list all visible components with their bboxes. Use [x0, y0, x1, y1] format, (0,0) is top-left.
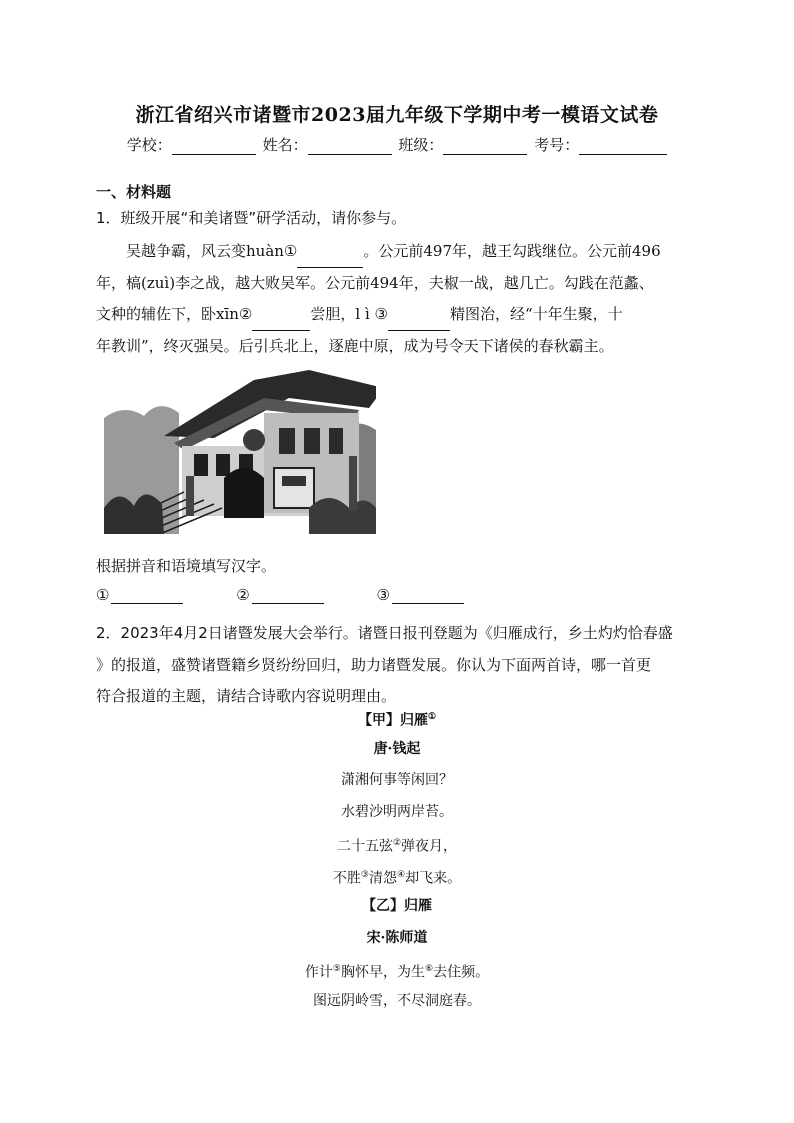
footnote-mark: ⑤ — [332, 964, 341, 974]
school-label: 学校： — [126, 136, 172, 154]
poem-a-line-4 — [0, 860, 794, 892]
poem-text: 二十五弦 — [336, 838, 393, 855]
poem-text: 却飞来。 — [405, 870, 462, 887]
poem-a — [0, 702, 794, 891]
poem-text: 不胜 — [332, 870, 361, 887]
answer-number: ② — [236, 586, 250, 604]
poem-title-text: 【甲】归雁 — [357, 712, 428, 729]
class-blank — [443, 138, 527, 155]
poem-text: 胸怀早，为生 — [341, 964, 425, 981]
footnote-mark: ③ — [360, 869, 369, 880]
fill-blank-1 — [297, 249, 363, 268]
answer-blank[interactable] — [111, 587, 183, 604]
poem-a-line-2: 水碧沙明两岸苔。 — [341, 803, 453, 820]
school-blank — [172, 138, 256, 155]
answer-slot-1 — [96, 586, 183, 604]
passage-line-2: 年，槁(zuì)李之战，越大败吴军。公元前494年，夫椒一战，越几亡。勾践在范蠡、 — [96, 273, 654, 292]
poem-text: 作计 — [304, 964, 333, 981]
passage-text: 精图治，经“十年生聚，十 — [449, 305, 623, 323]
passage-text: 。公元前497年，越王勾践继位。公元前496 — [363, 242, 661, 260]
question-1-passage — [96, 236, 700, 362]
answer-blanks — [96, 586, 512, 604]
footnote-mark: ④ — [397, 869, 406, 880]
answer-slot-2 — [236, 586, 323, 604]
question-2-line: 符合报道的主题，请结合诗歌内容说明理由。 — [96, 687, 397, 705]
fill-blank-2 — [252, 312, 310, 331]
class-label: 班级： — [398, 136, 444, 154]
answer-number: ① — [96, 586, 110, 604]
poem-b-line-2: 图远阴岭雪，不尽洞庭春。 — [313, 992, 481, 1009]
poem-b-line-1 — [0, 954, 794, 986]
question-2-line: 2．2023年4月2日诸暨发展大会举行。诸暨日报刊登题为《归雁成行，乡土灼灼恰春盛 — [96, 624, 673, 642]
name-blank — [308, 138, 392, 155]
question-2-line: 》的报道，盛赞诸暨籍乡贤纷纷回归，助力诸暨发展。你认为下面两首诗，哪一首更 — [96, 655, 652, 674]
poem-a-line-1: 潇湘何事等闲回？ — [341, 772, 453, 788]
question-1-prompt: 1．班级开展“和美诸暨”研学活动，请你参与。 — [96, 209, 407, 227]
poem-a-title — [0, 702, 794, 734]
exam-title: 浙江省绍兴市诸暨市2023届九年级下学期中考一模语文试卷 — [135, 104, 659, 126]
poem-b-author: 宋·陈师道 — [366, 929, 428, 946]
poem-text: 弹夜月， — [401, 838, 458, 855]
building-photo — [104, 358, 376, 534]
footnote-mark: ② — [392, 838, 402, 848]
poem-text: 去住频。 — [433, 964, 490, 981]
id-blank — [579, 138, 667, 155]
passage-text: 文种的辅佐下，卧xīn② — [96, 305, 253, 323]
passage-line-3 — [96, 299, 700, 331]
question-2 — [96, 618, 706, 713]
section-heading: 一、材料题 — [96, 183, 172, 201]
poem-a-author: 唐·钱起 — [373, 740, 421, 757]
question-1-instruction: 根据拼音和语境填写汉字。 — [96, 557, 277, 575]
poem-a-line-3 — [0, 828, 794, 860]
passage-text: 尝胆，l ì ③ — [310, 305, 388, 323]
poem-b — [0, 891, 794, 1017]
footnote-mark: ① — [427, 712, 437, 722]
passage-line-4: 年教训”，终灭强吴。后引兵北上，逐鹿中原，成为号令天下诸侯的春秋霸主。 — [96, 336, 614, 355]
id-label: 考号： — [534, 136, 580, 154]
answer-slot-3 — [376, 586, 463, 604]
student-info-line — [0, 134, 794, 155]
poem-b-title: 【乙】归雁 — [362, 898, 432, 914]
poem-text: 清怨 — [369, 870, 397, 887]
passage-text: 吴越争霸，风云变huàn① — [126, 242, 298, 260]
answer-number: ③ — [376, 586, 390, 604]
name-label: 姓名： — [262, 136, 308, 154]
answer-blank[interactable] — [252, 587, 324, 604]
answer-blank[interactable] — [392, 587, 464, 604]
footnote-mark: ⑥ — [425, 964, 434, 974]
passage-line-1 — [96, 236, 700, 268]
fill-blank-3 — [388, 312, 450, 331]
